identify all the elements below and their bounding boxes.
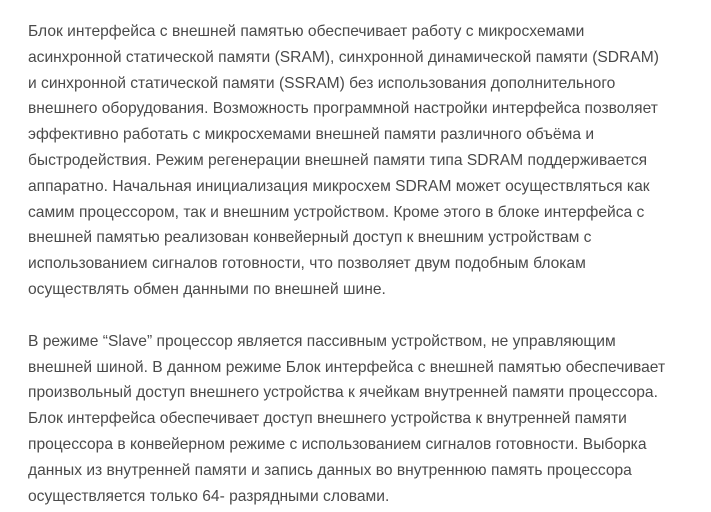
text-line: процессора в конвейерном режиме с использованием сигналов готовности. Выборка xyxy=(28,435,647,453)
text-line: использованием сигналов готовности, что позволяет двум подобным блокам xyxy=(28,255,586,273)
article-body xyxy=(28,19,708,509)
text-line: быстродействия. Режим регенерации внешней памяти типа SDRAM поддерживается xyxy=(28,151,648,169)
text-line: внешней памятью реализован конвейерный доступ к внешним устройствам с xyxy=(28,229,592,247)
text-line: внешнего оборудования. Возможность программной настройки интерфейса позволяет xyxy=(28,100,658,118)
text-line: Блок интерфейса обеспечивает доступ внешнего устройства к внутренней памяти xyxy=(28,410,627,428)
paragraph-external-memory-interface xyxy=(28,19,708,303)
text-line: аппаратно. Начальная инициализация микросхем SDRAM может осуществляться как xyxy=(28,177,650,195)
text-line: В режиме “Slave” процессор является пассивным устройством, не управляющим xyxy=(28,332,616,350)
paragraph-spacer xyxy=(28,303,708,329)
text-line: и синхронной статической памяти (SSRAM) без использования дополнительного xyxy=(28,74,616,92)
text-line: осуществлять обмен данными по внешней шине. xyxy=(28,280,386,298)
text-line: осуществляется только 64- разрядными словами. xyxy=(28,487,390,505)
text-line: Блок интерфейса с внешней памятью обеспечивает работу с микросхемами xyxy=(28,23,585,40)
text-line: данных из внутренней памяти и запись данных во внутреннюю память процессора xyxy=(28,461,632,479)
text-line: асинхронной статической памяти (SRAM), синхронной динамической памяти (SDRAM) xyxy=(28,48,659,66)
text-line: эффективно работать с микросхемами внешней памяти различного объёма и xyxy=(28,126,595,144)
text-line: самим процессором, так и внешним устройством. Кроме этого в блоке интерфейса с xyxy=(28,203,645,221)
paragraph-slave-mode xyxy=(28,329,708,510)
text-line: произвольный доступ внешнего устройства к ячейкам внутренней памяти процессора. xyxy=(28,384,658,402)
text-line: внешней шиной. В данном режиме Блок интерфейса с внешней памятью обеспечивает xyxy=(28,358,666,376)
